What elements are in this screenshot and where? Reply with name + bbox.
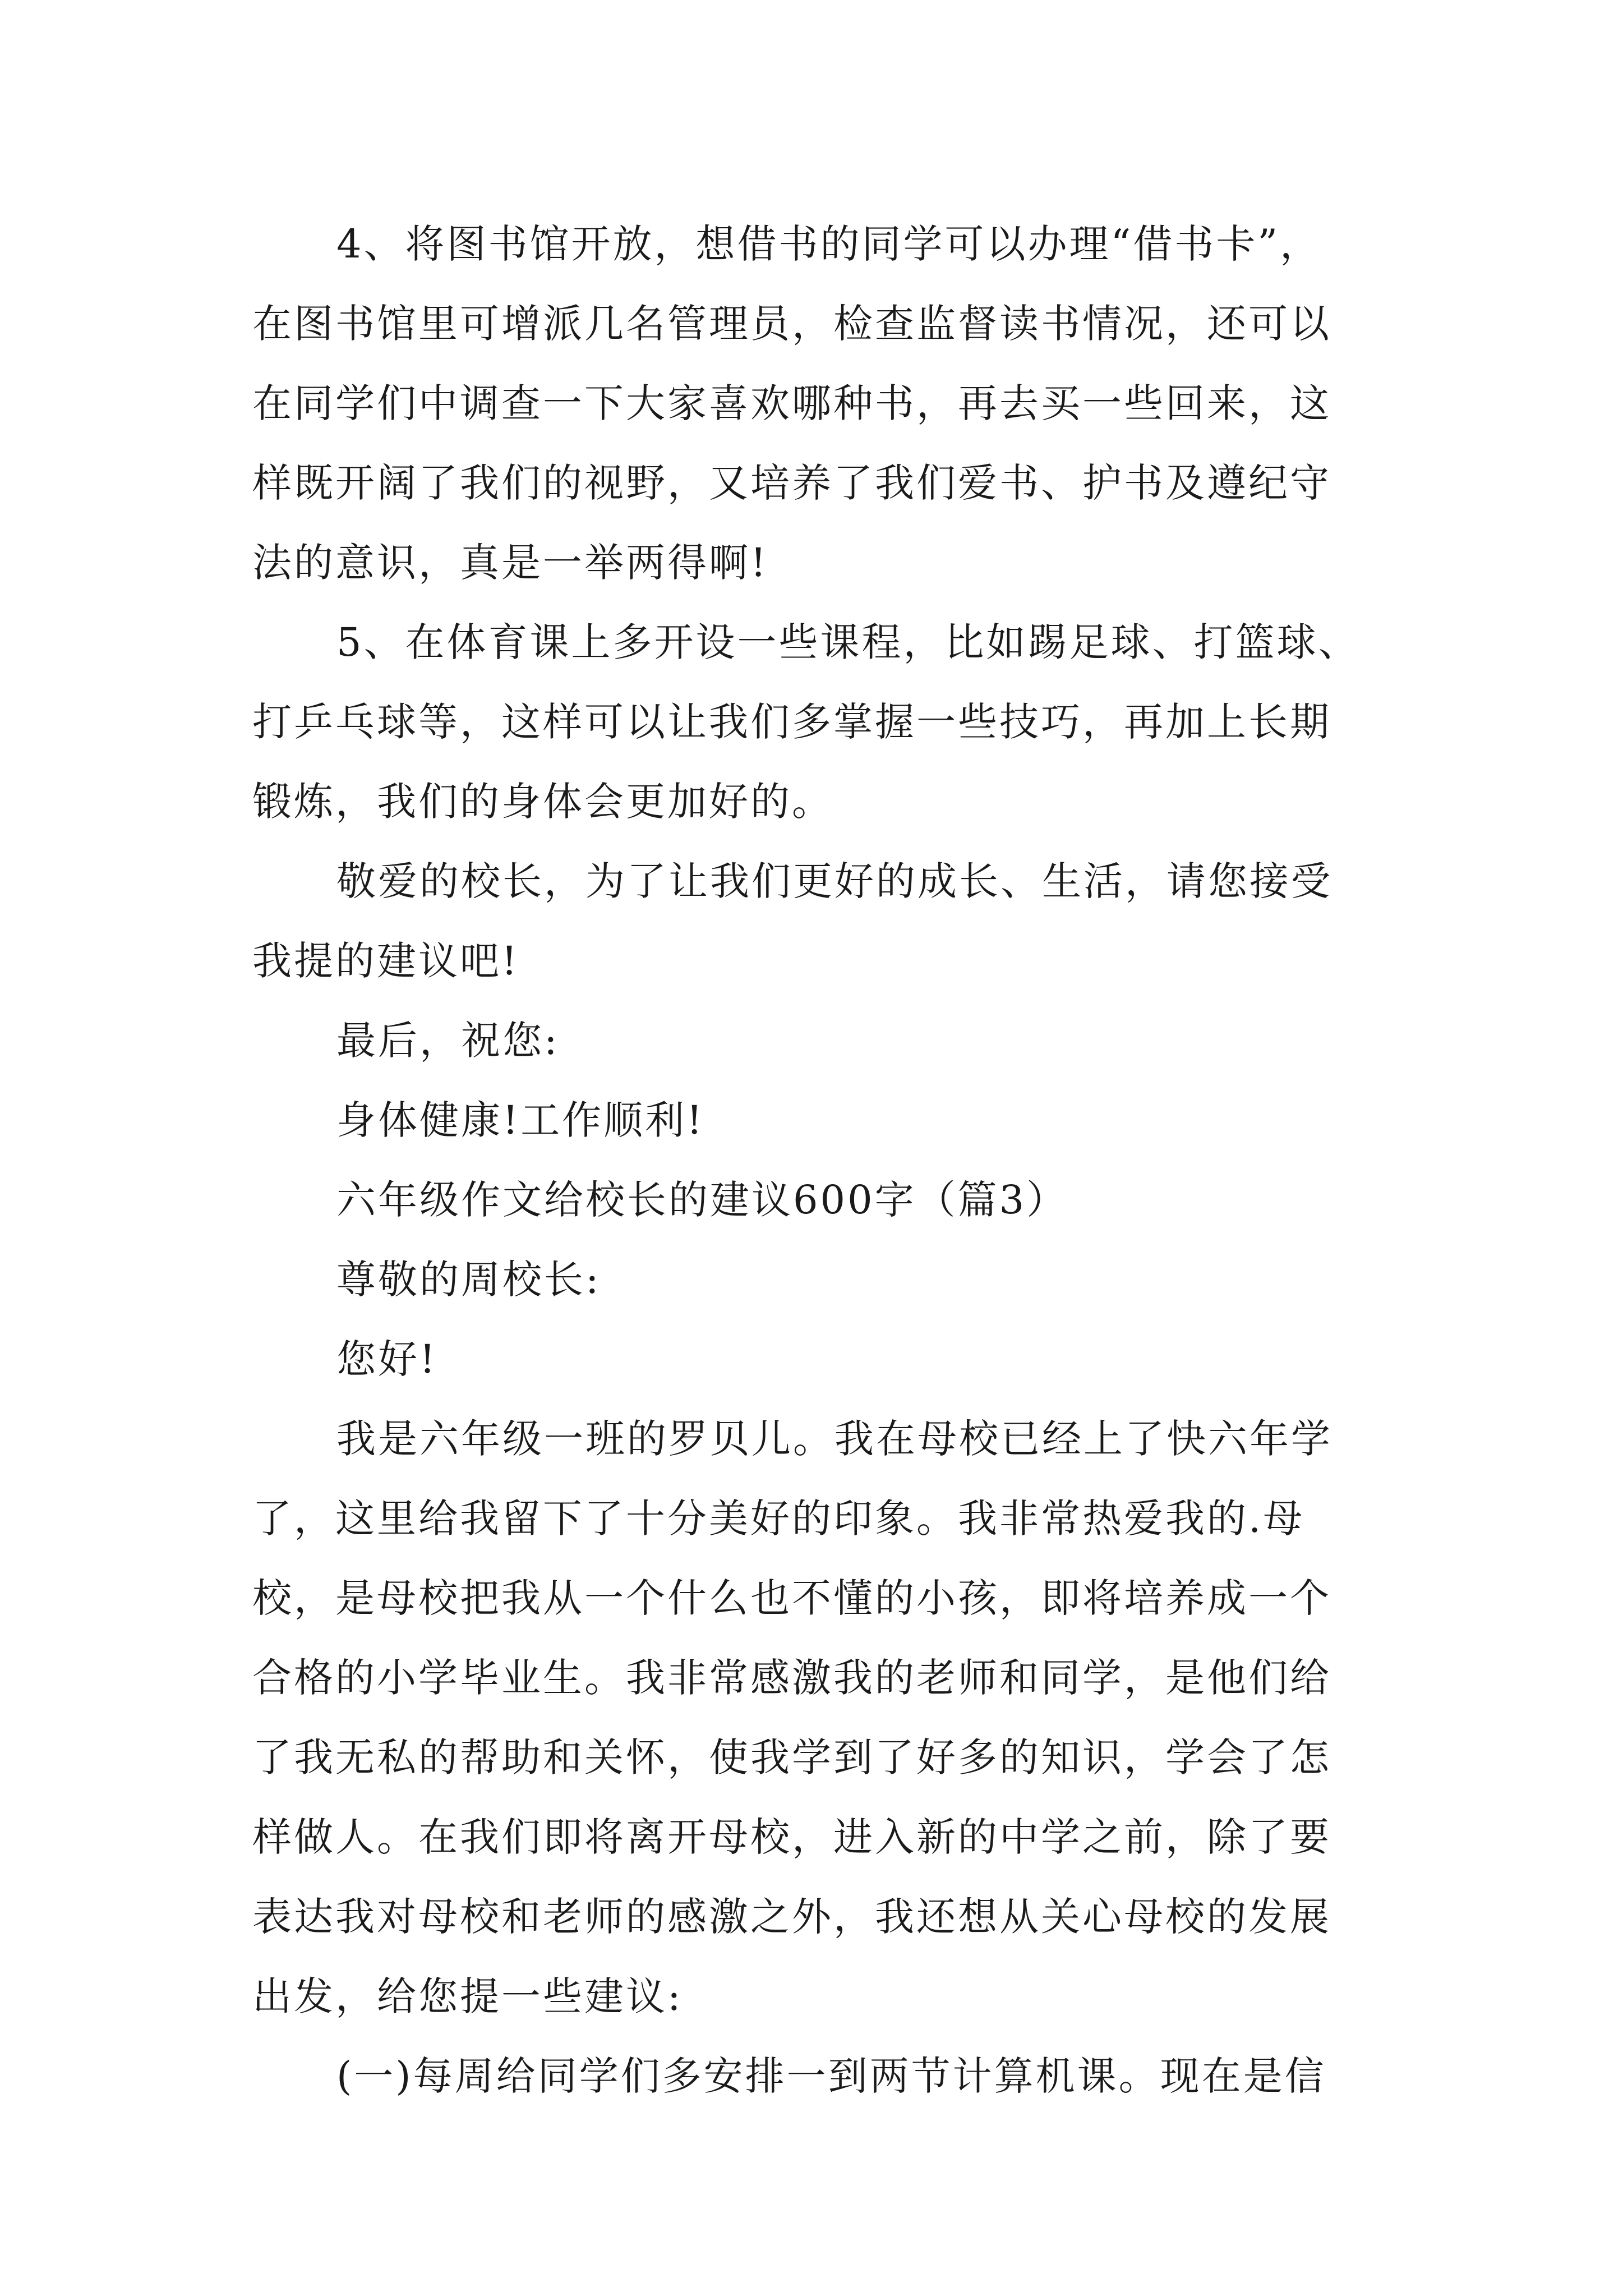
paragraph-line: 我提的建议吧! [252, 938, 520, 984]
paragraph-line: 法的意识，真是一举两得啊! [252, 540, 769, 586]
paragraph-line: 最后，祝您: [336, 1018, 560, 1064]
paragraph-line: 合格的小学毕业生。我非常感激我的老师和同学，是他们给 [252, 1655, 1331, 1701]
paragraph-line: 校，是母校把我从一个什么也不懂的小孩，即将培养成一个 [252, 1575, 1331, 1621]
paragraph-line: 锻炼，我们的身体会更加好的。 [252, 779, 833, 825]
paragraph-line: 样做人。在我们即将离开母校，进入新的中学之前，除了要 [252, 1814, 1331, 1860]
letter-greeting: 您好! [336, 1336, 438, 1382]
paragraph-line: 5、在体育课上多开设一些课程，比如踢足球、打篮球、 [336, 619, 1360, 665]
paragraph-line: 样既开阔了我们的视野，又培养了我们爱书、护书及遵纪守 [252, 460, 1331, 506]
paragraph-line: 出发，给您提一些建议: [252, 1973, 683, 2019]
paragraph-line: 4、将图书馆开放，想借书的同学可以办理“借书卡”， [336, 221, 1322, 267]
paragraph-line: 打乒乓球等，这样可以让我们多掌握一些技巧，再加上长期 [252, 699, 1331, 745]
section-heading: 六年级作文给校长的建议600字（篇3） [336, 1177, 1068, 1223]
paragraph-line: (一)每周给同学们多安排一到两节计算机课。现在是信 [336, 2053, 1326, 2099]
paragraph-line: 表达我对母校和老师的感激之外，我还想从关心母校的发展 [252, 1894, 1331, 1940]
paragraph-line: 敬爱的校长，为了让我们更好的成长、生活，请您接受 [336, 858, 1332, 904]
paragraph-line: 了，这里给我留下了十分美好的印象。我非常热爱我的.母 [252, 1496, 1305, 1542]
paragraph-line: 在图书馆里可增派几名管理员，检查监督读书情况，还可以 [252, 301, 1331, 347]
paragraph-line: 在同学们中调查一下大家喜欢哪种书，再去买一些回来，这 [252, 380, 1331, 426]
paragraph-line: 我是六年级一班的罗贝儿。我在母校已经上了快六年学 [336, 1416, 1332, 1462]
letter-salutation: 尊敬的周校长: [336, 1257, 601, 1303]
paragraph-line: 了我无私的帮助和关怀，使我学到了好多的知识，学会了怎 [252, 1734, 1331, 1780]
paragraph-line: 身体健康!工作顺利! [336, 1097, 705, 1143]
